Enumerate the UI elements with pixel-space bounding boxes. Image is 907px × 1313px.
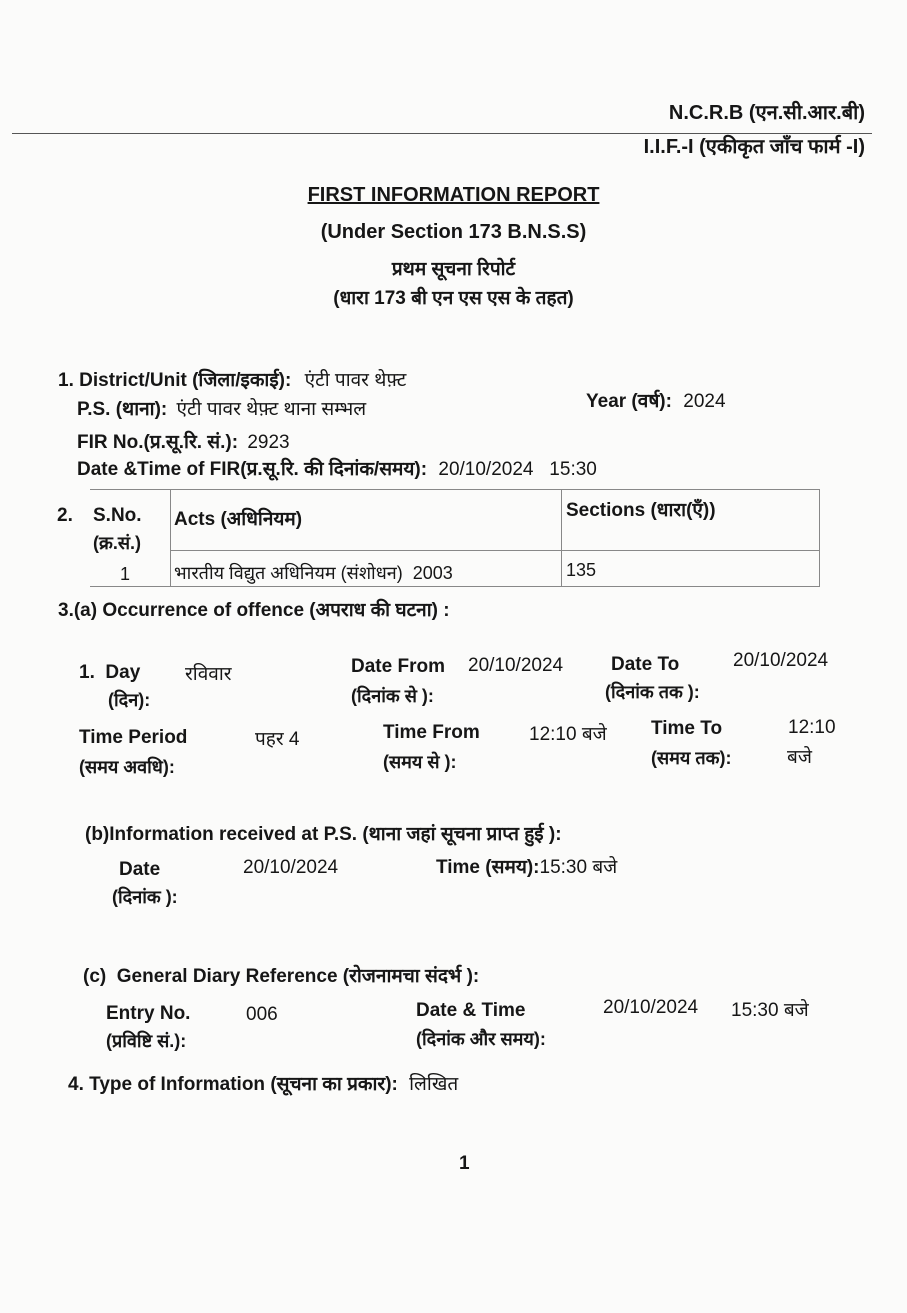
col-header-sno-hindi: (क्र.सं.) <box>93 533 141 553</box>
table-top-border <box>90 489 820 490</box>
table-col-divider-2 <box>561 489 562 586</box>
time-to-label-hindi: (समय तक): <box>651 748 732 768</box>
section2-number: 2. <box>57 505 73 526</box>
table-col-divider-1 <box>170 489 171 586</box>
diary-datetime-label-hindi: (दिनांक और समय): <box>416 1029 546 1049</box>
info-date-label: Date <box>119 859 161 880</box>
table-row-act: भारतीय विद्युत अधिनियम (संशोधन) 2003 <box>174 563 453 583</box>
district-row <box>58 366 406 392</box>
fir-datetime-label: Date &Time of FIR(प्र.सू.रि. की दिनांक/समय): <box>77 459 428 480</box>
info-type-label: 4. Type of Information (सूचना का प्रकार): <box>68 1074 398 1095</box>
page-number: 1 <box>459 1153 470 1174</box>
day-value: रविवार <box>185 664 232 685</box>
fir-value: 2923 <box>247 432 290 453</box>
col-header-acts <box>174 505 302 531</box>
time-to-value-suffix: बजे <box>787 747 812 768</box>
info-date-label-hindi: (दिनांक ): <box>112 887 178 907</box>
date-from-value: 20/10/2024 <box>468 655 564 676</box>
info-time-label: Time (समय): <box>436 857 540 878</box>
table-right-border <box>819 489 820 586</box>
report-title-text: FIRST INFORMATION REPORT <box>307 184 600 206</box>
time-to-label: Time To <box>651 718 723 739</box>
table-row-section: 135 <box>566 560 597 580</box>
col-header-sno: S.No. <box>93 505 142 526</box>
ps-label: P.S. (थाना): <box>77 399 168 420</box>
info-received-heading: (b)Information received at P.S. (थाना जहां सूचना प्राप्त हुई ): <box>85 824 562 845</box>
entry-no-value: 006 <box>246 1004 278 1025</box>
report-title <box>0 184 907 207</box>
entry-no-label-hindi: (प्रविष्टि सं.): <box>106 1031 187 1051</box>
table-row-sno: 1 <box>120 564 131 584</box>
diary-time-value: 15:30 बजे <box>731 1000 809 1021</box>
report-section: (Under Section 173 B.N.S.S) <box>320 221 587 243</box>
info-date-value: 20/10/2024 <box>243 857 339 878</box>
info-type-row <box>68 1070 458 1096</box>
diary-datetime-label: Date & Time <box>416 1000 526 1021</box>
ps-row <box>77 395 366 421</box>
fir-datetime-value: 20/10/2024 15:30 <box>438 459 597 480</box>
info-type-value: लिखित <box>409 1074 459 1095</box>
date-from-label: Date From <box>351 656 445 677</box>
year-value: 2024 <box>683 391 726 412</box>
day-label-hindi: (दिन): <box>108 690 151 710</box>
table-bottom-border <box>90 586 820 587</box>
ncrb-header: N.C.R.B (एन.सी.आर.बी) <box>668 102 865 124</box>
fir-label: FIR No.(प्र.सू.रि. सं.): <box>77 432 239 453</box>
fir-row <box>77 428 290 454</box>
col-header-sections: Sections (धारा(एँ)) <box>566 500 716 521</box>
info-time-row <box>436 853 617 879</box>
time-from-label: Time From <box>383 722 480 743</box>
time-from-value: 12:10 बजे <box>529 724 607 745</box>
time-from-label-hindi: (समय से ): <box>383 752 457 772</box>
district-value: एंटी पावर थेफ़्ट <box>304 370 407 391</box>
time-period-value: पहर 4 <box>255 729 300 750</box>
time-to-value: 12:10 <box>788 717 836 738</box>
general-diary-heading: (c) General Diary Reference (रोजनामचा संदर्भ ): <box>83 966 480 987</box>
ps-value: एंटी पावर थेफ़्ट थाना सम्भल <box>176 399 367 420</box>
year-label: Year (वर्ष): <box>586 391 672 412</box>
info-time-value: 15:30 बजे <box>539 857 618 878</box>
report-section-hindi: (धारा 173 बी एन एस एस के तहत) <box>333 288 574 309</box>
report-title-hindi: प्रथम सूचना रिपोर्ट <box>391 259 516 280</box>
col-header-acts-text: Acts (अधिनियम) <box>174 509 303 530</box>
district-label: 1. District/Unit (जिला/इकाई): <box>58 370 292 391</box>
fir-datetime-row <box>77 455 597 481</box>
occurrence-heading: 3.(a) Occurrence of offence (अपराध की घटना) : <box>58 600 450 621</box>
diary-date-value: 20/10/2024 <box>603 997 699 1018</box>
date-from-label-hindi: (दिनांक से ): <box>351 686 434 706</box>
iif-header: I.I.F.-I (एकीकृत जाँच फार्म -I) <box>643 136 865 158</box>
entry-no-label: Entry No. <box>106 1003 191 1024</box>
date-to-value: 20/10/2024 <box>733 650 829 671</box>
time-period-label: Time Period <box>79 727 188 748</box>
date-to-label: Date To <box>611 654 680 675</box>
table-header-border <box>170 550 820 551</box>
day-label: 1. Day <box>79 662 141 683</box>
year-row <box>586 387 726 413</box>
date-to-label-hindi: (दिनांक तक ): <box>605 682 700 702</box>
time-period-label-hindi: (समय अवधि): <box>79 757 175 777</box>
